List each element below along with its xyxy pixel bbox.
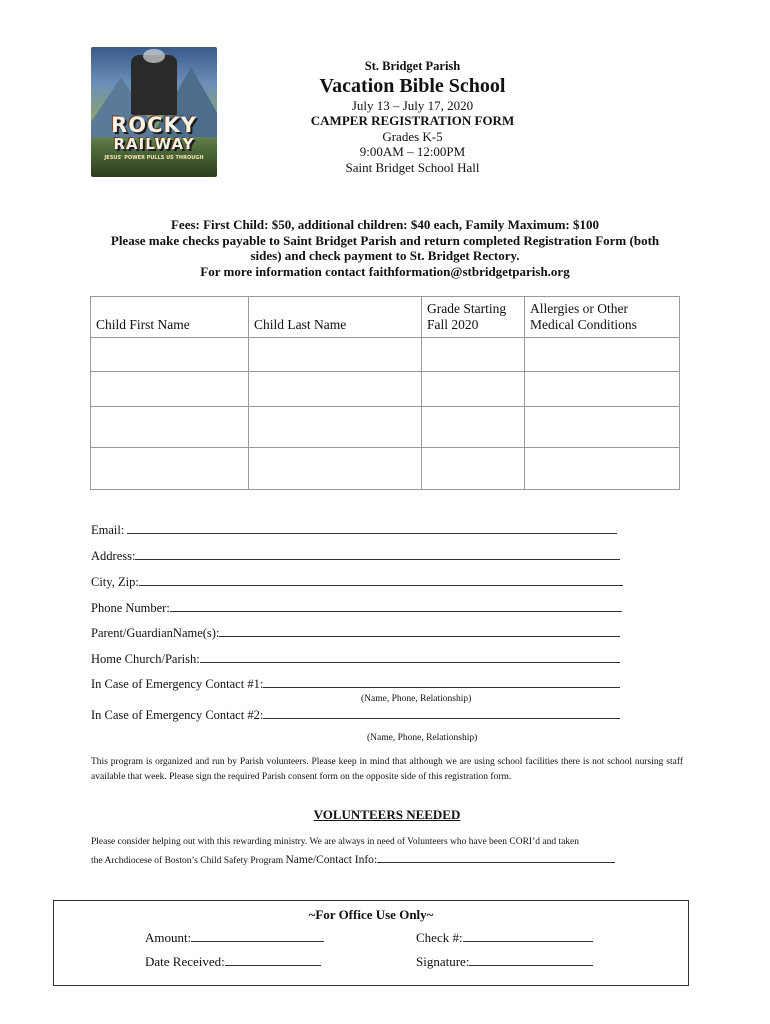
church-label: Home Church/Parish: (91, 652, 200, 666)
cell-first-name[interactable] (91, 372, 249, 407)
cell-grade[interactable] (422, 372, 525, 407)
cell-grade[interactable] (422, 448, 525, 490)
col-header-grade: Grade Starting Fall 2020 (422, 297, 525, 338)
church-field[interactable] (200, 652, 620, 663)
cell-allergies[interactable] (525, 407, 680, 448)
program-notice: This program is organized and run by Parish volunteers. Please keep in mind that although we are using school facilities there is not school nursing staff available that week. Please sign the required Parish consent form on the opposite side of this registration form. (91, 757, 683, 782)
city-zip-field[interactable] (139, 575, 623, 586)
amount-label: Amount: (145, 930, 192, 945)
city-zip-row (91, 575, 623, 590)
children-table (90, 296, 680, 490)
cell-last-name[interactable] (249, 407, 422, 448)
volunteers-text-line: Please consider helping out with this rewarding ministry. We are always in need of Volunteers who have been CORI’d and taken (91, 837, 580, 847)
emergency2-field[interactable] (263, 708, 620, 719)
checks-instructions-line: Please make checks payable to Saint Bridget Parish and return completed Registration Form (both (110, 232, 660, 248)
emergency1-row (91, 677, 620, 692)
emergency2-hint: (Name, Phone, Relationship) (367, 733, 478, 743)
cell-allergies[interactable] (525, 448, 680, 490)
table-row (91, 407, 680, 448)
church-row (91, 652, 620, 667)
cell-allergies[interactable] (525, 372, 680, 407)
guardian-field[interactable] (219, 626, 620, 637)
fees-line: Fees: First Child: $50, additional children: $40 each, Family Maximum: $100 (170, 217, 600, 232)
office-use-heading: ~For Office Use Only~ (308, 907, 434, 922)
emergency1-field[interactable] (263, 677, 620, 688)
logo-tagline: JESUS' POWER PULLS US THROUGH (104, 155, 204, 161)
logo-text-railway: RAILWAY (113, 135, 195, 153)
table-header-row (91, 297, 680, 338)
volunteers-text-line: the Archdiocese of Boston’s Child Safety Program (91, 856, 284, 866)
phone-field[interactable] (170, 601, 622, 612)
cell-last-name[interactable] (249, 372, 422, 407)
cell-last-name[interactable] (249, 448, 422, 490)
event-dates: July 13 – July 17, 2020 (351, 98, 474, 113)
check-row (416, 930, 593, 946)
volunteer-contact-label: Name/Contact Info: (285, 854, 378, 866)
date-received-field[interactable] (225, 954, 321, 966)
emergency1-hint: (Name, Phone, Relationship) (361, 694, 472, 704)
col-header-first-name: Child First Name (91, 297, 249, 338)
amount-row (145, 930, 324, 946)
emergency2-row (91, 708, 620, 723)
signature-row (416, 954, 593, 970)
volunteers-contact-row (91, 853, 615, 866)
col-header-allergies: Allergies or Other Medical Conditions (525, 297, 680, 338)
check-label: Check #: (416, 930, 463, 945)
logo-text-rocky: ROCKY (111, 113, 197, 137)
emergency1-label: In Case of Emergency Contact #1: (91, 677, 264, 691)
cell-last-name[interactable] (249, 338, 422, 372)
page-title: Vacation Bible School (319, 75, 506, 97)
email-row (91, 523, 617, 538)
check-field[interactable] (463, 930, 593, 942)
city-zip-label: City, Zip: (91, 575, 139, 589)
rocky-railway-logo (91, 47, 217, 177)
parish-name: St. Bridget Parish (364, 59, 461, 73)
cell-grade[interactable] (422, 407, 525, 448)
checks-instructions-line: sides) and check payment to St. Bridget Rectory. (250, 248, 520, 263)
contact-line: For more information contact faithformation@stbridgetparish.org (200, 263, 570, 279)
amount-field[interactable] (191, 930, 324, 942)
cell-first-name[interactable] (91, 448, 249, 490)
address-label: Address: (91, 549, 136, 563)
train-icon (131, 55, 177, 115)
guardian-label: Parent/GuardianName(s): (91, 626, 220, 640)
cell-first-name[interactable] (91, 338, 249, 372)
signature-field[interactable] (469, 954, 593, 966)
cell-grade[interactable] (422, 338, 525, 372)
date-received-label: Date Received: (145, 954, 225, 969)
cell-first-name[interactable] (91, 407, 249, 448)
col-header-last-name: Child Last Name (249, 297, 422, 338)
date-received-row (145, 954, 321, 970)
table-row (91, 372, 680, 407)
table-row (91, 338, 680, 372)
address-row (91, 549, 620, 564)
guardian-row (91, 626, 620, 641)
email-field[interactable] (127, 523, 617, 534)
phone-row (91, 601, 622, 616)
emergency2-label: In Case of Emergency Contact #2: (91, 708, 264, 722)
cell-allergies[interactable] (525, 338, 680, 372)
fees-block (80, 217, 690, 279)
table-row (91, 448, 680, 490)
signature-label: Signature: (416, 954, 470, 969)
grades: Grades K-5 (382, 129, 443, 144)
phone-label: Phone Number: (91, 601, 170, 615)
office-use-box (53, 900, 689, 986)
event-time: 9:00AM – 12:00PM (359, 144, 466, 159)
address-field[interactable] (135, 549, 620, 560)
email-label: Email: (91, 523, 125, 537)
form-name: CAMPER REGISTRATION FORM (310, 113, 515, 128)
event-location: Saint Bridget School Hall (345, 160, 480, 175)
volunteer-contact-field[interactable] (377, 853, 615, 863)
volunteers-heading: VOLUNTEERS NEEDED (313, 807, 461, 822)
